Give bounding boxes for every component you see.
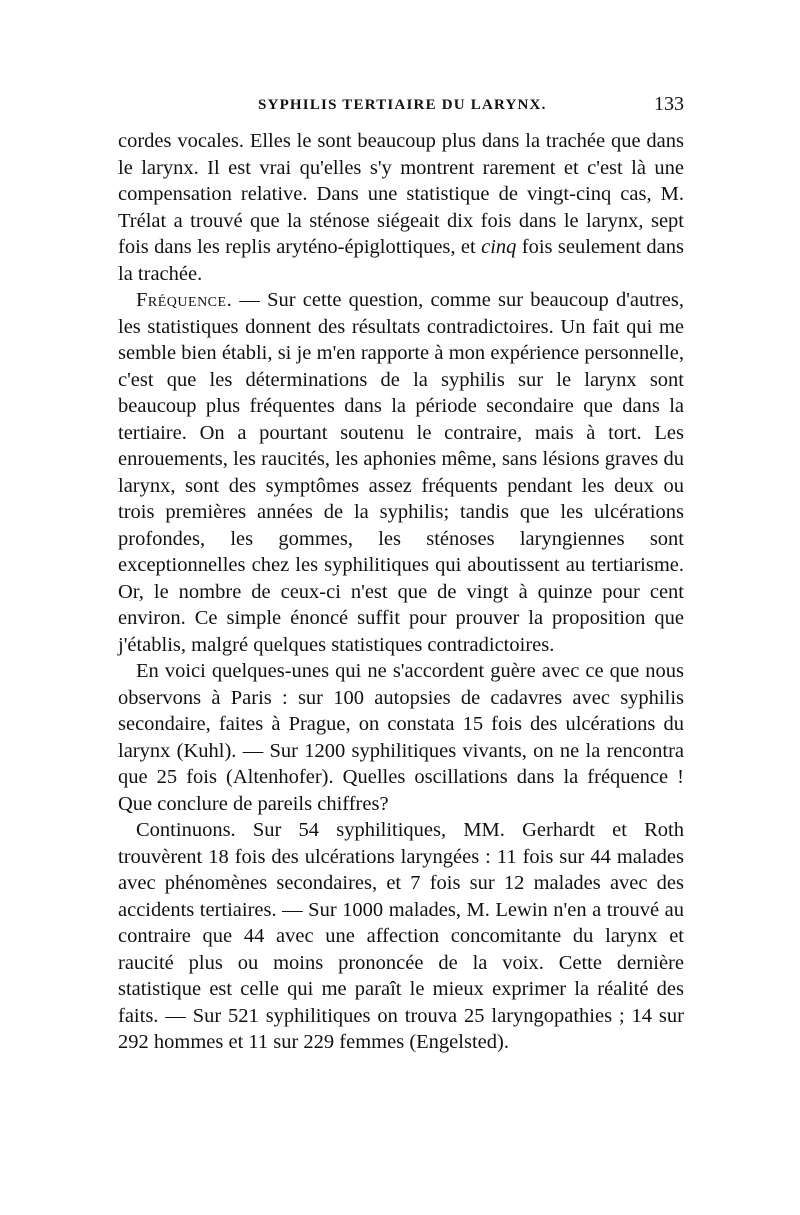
body-text (118, 128, 684, 1056)
section-runin-heading: Fréquence. (136, 289, 233, 311)
paragraph-frequence-text: — Sur cette question, comme sur beaucoup d'autres, les statistiques donnent des résultats contradictoires. Un fait qui me semble bien établi, si je m'en rapporte à mon expérience personnelle, c'est que les déterminations de la syphilis sur le larynx sont beaucoup plus fréquentes dans la période secondaire que dans la tertiaire. On a pourtant soutenu le contraire, mais à tort. Les enrouements, les raucités, les aphonies même, sans lésions graves du larynx, sont des symptômes assez fréquents pendant les deux ou trois premières années de la syphilis; tandis que les ulcérations profondes, les gommes, les sténoses laryngiennes sont exceptionnelles chez les syphilitiques qui aboutissent au tertiarisme. Or, le nombre de ceux-ci n'est que de vingt à quinze pour cent environ. Ce simple énoncé suffit pour prouver la proposition que j'établis, malgré quelques statistiques contradictoires. (118, 289, 684, 656)
italic-word: cinq (481, 236, 517, 258)
page-header (118, 93, 684, 123)
paragraph-frequence (118, 287, 684, 658)
paragraph-continuons: Continuons. Sur 54 syphilitiques, MM. Gerhardt et Roth trouvèrent 18 fois des ulcérations laryngées : 11 fois sur 44 malades avec phénomènes secondaires, et 7 fois sur 12 malades avec des accidents tertiaires. — Sur 1000 malades, M. Lewin n'en a trouvé au contraire que 44 avec une affection concomitante du larynx et raucité plus ou moins prononcée de la voix. Cette dernière statistique est celle qui me paraît le mieux exprimer la réalité des faits. — Sur 521 syphilitiques on trouva 25 laryngopathies ; 14 sur 292 hommes et 11 sur 229 femmes (Engelsted). (118, 819, 684, 1053)
paragraph-stenosis (118, 128, 684, 287)
running-title: SYPHILIS TERTIAIRE DU LARYNX. (258, 97, 547, 113)
paragraph-stenosis-text: cordes vocales. Elles le sont beaucoup plus dans la trachée que dans le larynx. Il est vrai qu'elles s'y montrent rarement et c'est là une compensation relative. Dans une statistique de vingt-cinq cas, M. Trélat a trouvé que la sténose siégeait dix fois dans le larynx, sept fois dans les replis aryténo-épiglottiques, et (118, 130, 684, 258)
paragraph-statistics: En voici quelques-unes qui ne s'accordent guère avec ce que nous observons à Paris : sur 100 autopsies de cadavres avec syphilis secondaire, faites à Prague, on constata 15 fois des ulcérations du larynx (Kuhl). — Sur 1200 syphilitiques vivants, on ne la rencontra que 25 fois (Altenhofer). Quelles oscillations dans la fréquence ! Que conclure de pareils chiffres? (118, 660, 684, 815)
page-number: 133 (654, 93, 684, 115)
paragraph-stenosis-end: fois seulement dans la trachée. (118, 236, 684, 285)
